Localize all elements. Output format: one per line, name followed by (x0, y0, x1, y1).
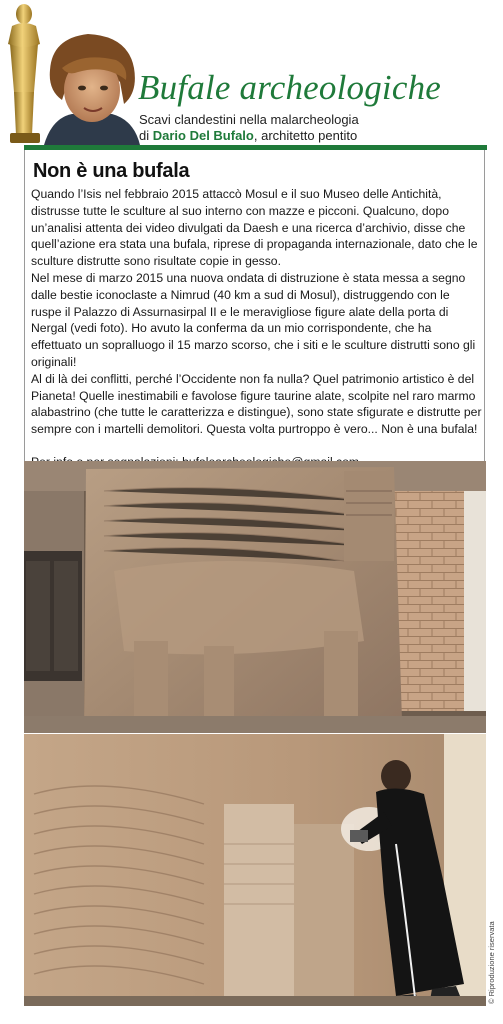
byline (139, 128, 357, 143)
column-title: Bufale archeologiche (138, 68, 442, 107)
column-header (0, 0, 503, 148)
article-title: Non è una bufala (33, 160, 190, 182)
author-name: Dario Del Bufalo (152, 128, 254, 143)
author-portrait (42, 30, 140, 145)
article-paragraph: Nel mese di marzo 2015 una nuova ondata di distruzione è stata messa a segno dalle bestie iconoclaste a Nimrud (40 km a sud di Mosul), distruggendo con le ruspe il Palazzo di Assurnasirpal II e le meravigliose figure alate della porta di Nergal (vedi foto). Ho avuto la conferma da un mio corrispondente, che ha effettuato un sopralluogo il 15 marzo scorso, che i siti e le sculture distrutti sono gli originali! (31, 270, 476, 369)
byline-suffix: , architetto pentito (253, 128, 358, 143)
lamassu-photo-image (24, 461, 486, 733)
article-paragraph: Al di là dei conflitti, perché l’Occidente non fa nulla? Quel patrimonio artistico è del Pianeta! Quelle inestimabili e favolose figure taurine alate, scolpite nel raro marmo alabastrino (che tutte le caratterizza e distingue), sono state sfigurate e distrutte per sempre con i martelli demolitori. Questa volta purtroppo è vero... Non è una bufala! (31, 371, 482, 437)
destruction-photo (24, 734, 486, 1006)
article-box (24, 150, 485, 461)
byline-prefix: di (139, 128, 153, 143)
article-body (31, 186, 483, 471)
lamassu-photo (24, 461, 486, 733)
photo-credit: © Riproduzione riservata (487, 921, 496, 1004)
destruction-photo-image (24, 734, 486, 1006)
article-paragraph: Quando l’Isis nel febbraio 2015 attaccò Mosul e il suo Museo delle Antichità, distrusse tutte le sculture al suo interno con mazze e picconi. Qualcuno, dopo un’analisi attenta dei video divulgati da Daesh e una ricerca d’archivio, disse che quell’azione era stata una bufala, riprese di propaganda internazionale, dato che le sculture distrutte sono risultate copie in gesso. (31, 187, 478, 269)
column-subtitle: Scavi clandestini nella malarcheologia (139, 112, 359, 127)
